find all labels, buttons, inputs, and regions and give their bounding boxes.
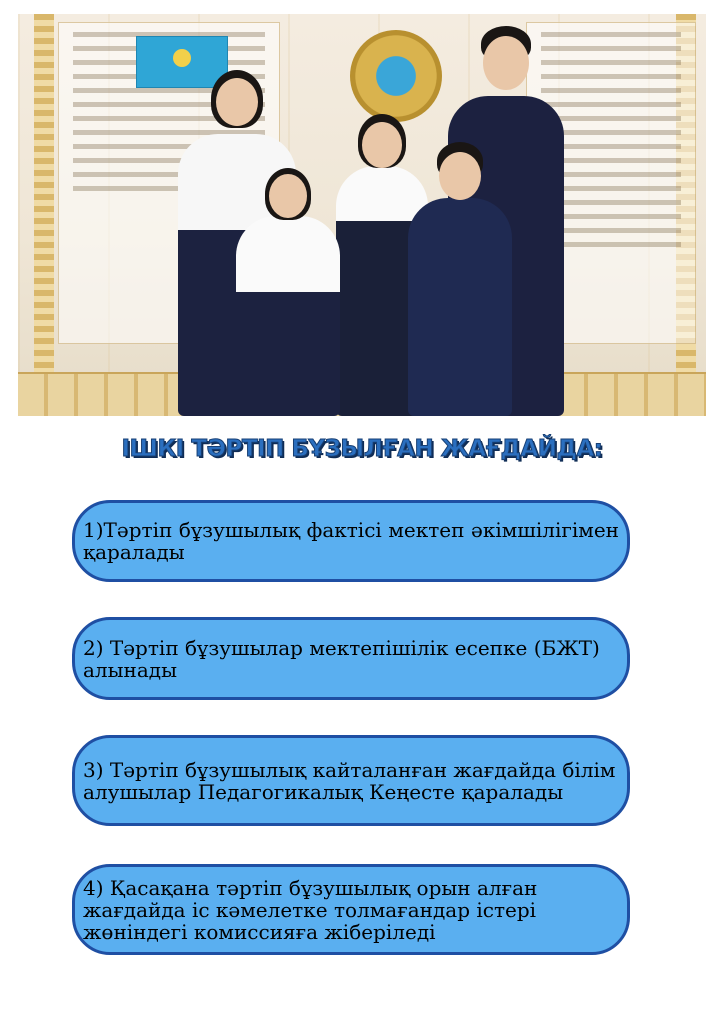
person-figure [408,198,512,416]
rule-box-2 [72,617,630,700]
state-emblem-icon [350,30,442,122]
rule-text-1: 1)Тәртіп бұзушылық фактісі мектеп әкімшілігімен қаралады [83,518,619,564]
rule-box-4 [72,864,630,955]
rule-text-4: 4) Қасақана тәртіп бұзушылық орын алған жағдайда іс кәмелетке толмағандар істері жөніндегі комиссияға жіберіледі [83,875,538,944]
group-photo [18,14,706,416]
person-figure [236,216,340,416]
page-heading: ІШКІ ТӘРТІП БҰЗЫЛҒАН ЖАҒДАЙДА: [121,436,603,462]
flag-icon [136,36,228,88]
rule-box-1 [72,500,630,582]
rule-box-3 [72,735,630,826]
rule-text-3: 3) Тәртіп бұзушылық кайталанған жағдайда білім алушылар Педагогикалық Кеңесте қаралады [83,757,616,804]
photo-ornament-left [34,14,54,376]
rule-text-2: 2) Тәртіп бұзушылар мектепішілік есепке (БЖТ) алынады [83,635,600,682]
